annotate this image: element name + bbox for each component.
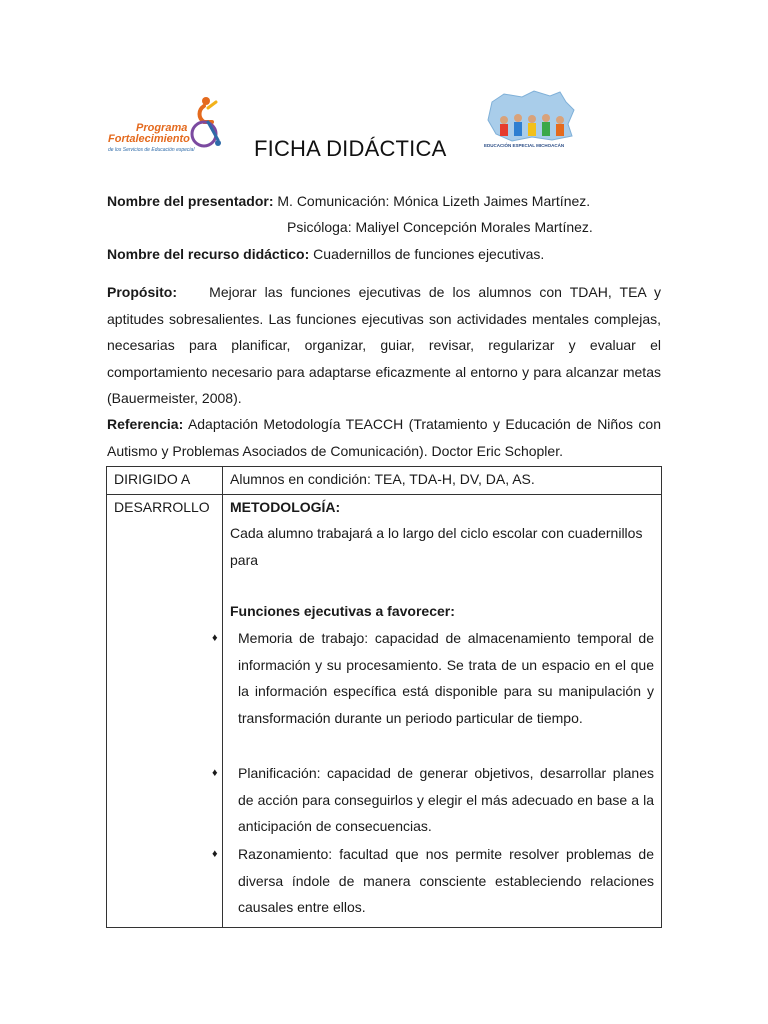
list-item-text: Memoria de trabajo: capacidad de almacenamiento temporal de información y su procesamiento. Se trata de un espacio en el que la información específica está disponible para su manipulación y transformación durante un periodo particular de tiempo. xyxy=(238,630,654,726)
list-item xyxy=(212,760,654,840)
row-label-desarrollo: DESARROLLO xyxy=(114,499,210,515)
purpose-paragraph xyxy=(107,279,661,412)
logo-line-1: Programa xyxy=(136,122,188,134)
presenter-label: Nombre del presentador: xyxy=(107,193,274,209)
diamond-bullet-icon: ♦ xyxy=(212,767,218,779)
table-column-divider xyxy=(222,466,223,928)
michoacan-logo xyxy=(482,88,580,156)
table-row-divider xyxy=(106,494,662,495)
purpose-text: Mejorar las funciones ejecutivas de los alumnos con TDAH, TEA y aptitudes sobresalientes. Las funciones ejecutivas son actividades mentales complejas, necesarias para planificar, organizar, guiar, revisar, regularizar y evaluar el comportamiento necesario para adaptarse eficazmente al entorno y para alcanzar metas (Bauermeister, 2008). xyxy=(107,284,662,406)
presenter-name-2: Psicóloga: Maliyel Concepción Morales Martínez. xyxy=(287,219,593,235)
logo-right-label: EDUCACIÓN ESPECIAL MICHOACÁN xyxy=(484,143,565,148)
row-value-dirigido: Alumnos en condición: TEA, TDA-H, DV, DA, AS. xyxy=(230,471,535,487)
table-border-top xyxy=(106,466,662,467)
diamond-bullet-icon: ♦ xyxy=(212,848,218,860)
logo-line-3: de los Servicios de Educación especial xyxy=(108,147,195,153)
presenter-name-1: M. Comunicación: Mónica Lizeth Jaimes Martínez. xyxy=(277,193,591,209)
resource-row xyxy=(107,245,544,263)
program-logo xyxy=(106,96,226,158)
table-border-left xyxy=(106,466,107,928)
content-table xyxy=(106,466,662,928)
purpose-label: Propósito: xyxy=(107,284,177,300)
resource-label: Nombre del recurso didáctico: xyxy=(107,246,310,262)
table-border-bottom xyxy=(106,927,662,928)
logo-line-2: Fortalecimiento xyxy=(108,133,190,145)
reference-text: Adaptación Metodología TEACCH (Tratamiento y Educación de Niños con Autismo y Problemas Asociados de Comunicación). Doctor Eric Schopler. xyxy=(107,416,661,459)
list-item-text: Planificación: capacidad de generar objetivos, desarrollar planes de acción para conseguirlos y elegir el más adecuado en base a la anticipación de consecuencias. xyxy=(238,765,654,834)
list-item xyxy=(212,625,654,731)
wheelchair-figure-icon xyxy=(184,96,226,150)
methodology-heading: METODOLOGÍA: xyxy=(230,499,341,515)
list-item xyxy=(212,841,654,921)
methodology-intro: Cada alumno trabajará a lo largo del ciclo escolar con cuadernillos para xyxy=(230,525,643,568)
reference-label: Referencia: xyxy=(107,416,184,432)
resource-value: Cuadernillos de funciones ejecutivas. xyxy=(313,246,545,262)
presenter-row xyxy=(107,192,590,210)
reference-paragraph xyxy=(107,411,661,464)
list-item-text: Razonamiento: facultad que nos permite resolver problemas de diversa índole de manera consciente estableciendo relaciones causales entre ellos. xyxy=(238,846,654,915)
functions-subheading: Funciones ejecutivas a favorecer: xyxy=(230,603,455,619)
document-title: FICHA DIDÁCTICA xyxy=(254,136,447,161)
michoacan-map-children-icon xyxy=(482,88,578,144)
row-label-dirigido: DIRIGIDO A xyxy=(114,471,191,487)
table-border-right xyxy=(661,466,662,928)
diamond-bullet-icon: ♦ xyxy=(212,632,218,644)
